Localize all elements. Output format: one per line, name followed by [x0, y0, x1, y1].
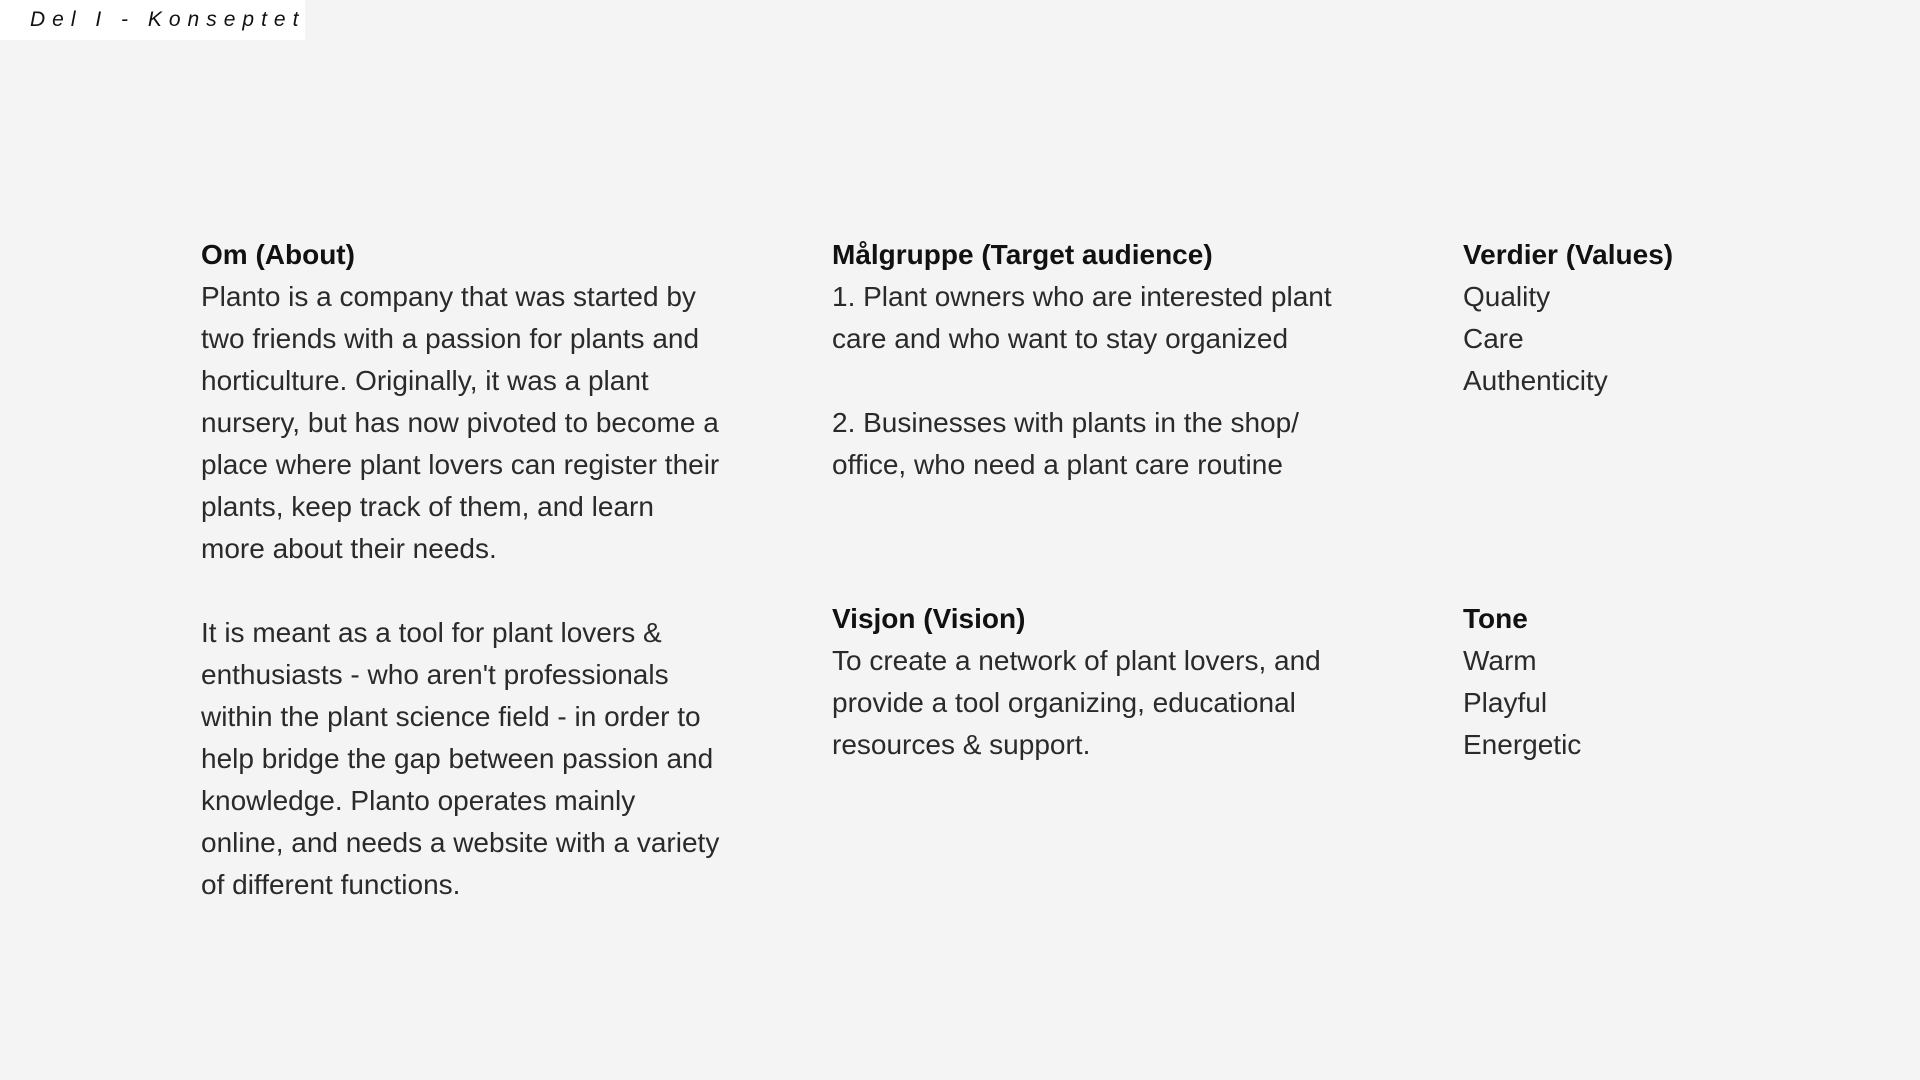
vision-text: To create a network of plant lovers, and provide a tool organizing, educational resources & support. — [832, 645, 1321, 760]
vision-section — [832, 598, 1352, 766]
tone-section — [1463, 598, 1863, 766]
section-tag: Del I - Konseptet — [0, 0, 305, 40]
target-audience-heading: Målgruppe (Target audience) — [832, 239, 1213, 270]
values-section — [1463, 234, 1863, 402]
values-heading: Verdier (Values) — [1463, 239, 1674, 270]
about-paragraph-2: It is meant as a tool for plant lovers & enthusiasts - who aren't professionals within the plant science field - in order to help bridge the gap between passion and knowledge. Planto operates mainly online, and needs a website with a variety of different functions. — [201, 617, 720, 900]
value-item-authenticity: Authenticity — [1463, 365, 1608, 396]
about-section — [201, 234, 721, 906]
about-paragraph-1: Planto is a company that was started by two friends with a passion for plants and horticulture. Originally, it was a plant nursery, but has now pivoted to become a place where plant lovers can register their plants, keep track of them, and learn more about their needs. — [201, 281, 720, 564]
tone-item-energetic: Energetic — [1463, 729, 1582, 760]
value-item-care: Care — [1463, 323, 1524, 354]
target-audience-item-2: 2. Businesses with plants in the shop/ office, who need a plant care routine — [832, 407, 1299, 480]
tone-item-playful: Playful — [1463, 687, 1548, 718]
tone-heading: Tone — [1463, 603, 1528, 634]
about-heading: Om (About) — [201, 239, 355, 270]
vision-heading: Visjon (Vision) — [832, 603, 1026, 634]
target-audience-item-1: 1. Plant owners who are interested plant care and who want to stay organized — [832, 281, 1332, 354]
value-item-quality: Quality — [1463, 281, 1551, 312]
target-audience-section — [832, 234, 1352, 486]
tone-item-warm: Warm — [1463, 645, 1537, 676]
